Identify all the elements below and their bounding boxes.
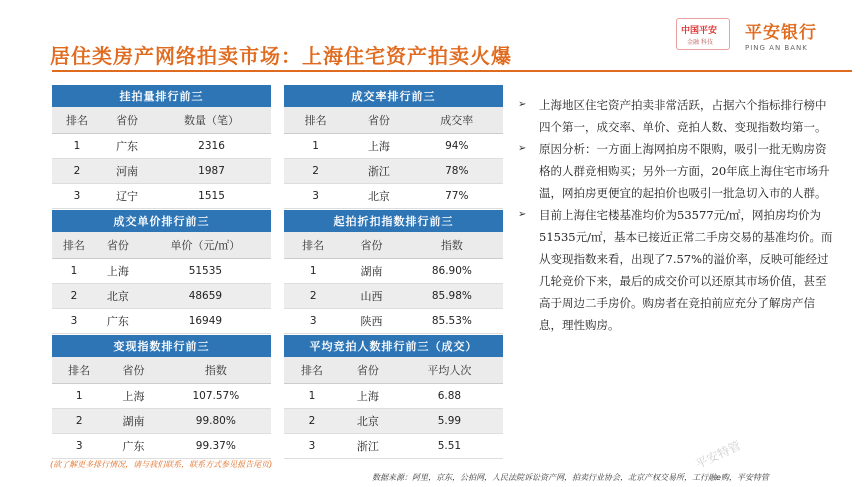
table-cell: 2 (52, 284, 96, 309)
table-cell: 77% (411, 184, 503, 209)
column-header: 排名 (284, 107, 347, 134)
table-cell: 5.99 (396, 409, 503, 434)
table-cell: 2316 (152, 134, 271, 159)
bullet-text: 目前上海住宅楼基准均价为53577元/㎡，网拍房均价为51535元/㎡，基本已接近正常二手房交易的基准均价。而从变现指数来看，出现了7.57%的溢价率，反映可能经过几轮竞价下来，最后的成交价可以还原其市场价值，甚至高于周边二手房价。购房者在竞拍前应充分了解房产信息，理性购房。 (539, 208, 833, 332)
table-cell: 3 (284, 309, 342, 334)
table-row (284, 184, 503, 209)
column-header: 省份 (106, 357, 160, 384)
table-row (52, 134, 271, 159)
table-cell: 48659 (140, 284, 271, 309)
table-row (284, 159, 503, 184)
table-cell: 上海 (347, 134, 410, 159)
bullet-item (514, 204, 834, 336)
table-cell: 河南 (102, 159, 152, 184)
table-cell: 2 (52, 409, 106, 434)
table-cell: 3 (284, 434, 340, 459)
table-caption: 起拍折扣指数排行前三 (284, 210, 503, 232)
table-caption: 成交单价排行前三 (52, 210, 271, 232)
table-cell: 1 (52, 134, 102, 159)
table-cell: 北京 (347, 184, 410, 209)
column-header: 省份 (340, 357, 396, 384)
table-cell: 86.90% (401, 259, 503, 284)
table-cell: 浙江 (347, 159, 410, 184)
table-cell: 北京 (340, 409, 396, 434)
bullet-text: 原因分析：一方面上海网拍房不限购，吸引一批无购房资格的人群竞相购买；另外一方面，20年底上海住宅市场升温，网拍房更便宜的起拍价也吸引一批急切入市的人群。 (539, 142, 830, 200)
table-cell: 广东 (106, 434, 160, 459)
table-cell: 85.53% (401, 309, 503, 334)
bullet-item (514, 138, 834, 204)
table-row (52, 259, 271, 284)
table-cell: 北京 (96, 284, 140, 309)
table-cell: 广东 (102, 134, 152, 159)
analysis-bullets (514, 94, 834, 336)
column-header: 省份 (96, 232, 140, 259)
title-divider (52, 70, 852, 72)
bank-name-cn: 平安银行 (745, 23, 817, 43)
table-row (284, 259, 503, 284)
table-caption: 成交率排行前三 (284, 85, 503, 107)
table-cell: 99.37% (161, 434, 271, 459)
start-discount-table (284, 210, 503, 334)
table-cell: 1 (284, 259, 342, 284)
table-cell: 2 (284, 409, 340, 434)
ping-an-bank-logo (745, 18, 817, 52)
table-cell: 94% (411, 134, 503, 159)
table-row (284, 434, 503, 459)
table-cell: 湖南 (106, 409, 160, 434)
table-row (52, 159, 271, 184)
table-cell: 3 (52, 184, 102, 209)
table-cell: 2 (284, 284, 342, 309)
column-header: 排名 (52, 357, 106, 384)
table-cell: 85.98% (401, 284, 503, 309)
table-row (284, 384, 503, 409)
logo-left-sub: 金融 科技 (687, 39, 713, 46)
table-row (284, 134, 503, 159)
column-header: 单价（元/㎡） (140, 232, 271, 259)
table-cell: 广东 (96, 309, 140, 334)
bullet-text: 上海地区住宅资产拍卖非常活跃，占据六个指标排行榜中四个第一，成交率、单价、竞拍人数、变现指数均第一。 (539, 98, 827, 134)
bank-name-en: PING AN BANK (745, 44, 808, 52)
table-caption: 变现指数排行前三 (52, 335, 271, 357)
table-cell: 1987 (152, 159, 271, 184)
table-cell: 1 (52, 259, 96, 284)
listing-table (52, 85, 271, 209)
page-title: 居住类房产网络拍卖市场：上海住宅资产拍卖火爆 (50, 44, 512, 68)
table-cell: 浙江 (340, 434, 396, 459)
table-row (52, 434, 271, 459)
column-header: 排名 (52, 232, 96, 259)
column-header: 排名 (284, 357, 340, 384)
table-cell: 1 (52, 384, 106, 409)
table-caption: 平均竞拍人数排行前三（成交） (284, 335, 503, 357)
arrow-bullet-icon: ➢ (518, 209, 527, 220)
table-cell: 6.88 (396, 384, 503, 409)
table-row (52, 309, 271, 334)
column-header: 排名 (284, 232, 342, 259)
column-header: 数量（笔） (152, 107, 271, 134)
table-cell: 1 (284, 134, 347, 159)
table-cell: 2 (284, 159, 347, 184)
table-cell: 上海 (106, 384, 160, 409)
table-cell: 51535 (140, 259, 271, 284)
bullet-item (514, 94, 834, 138)
table-cell: 湖南 (342, 259, 400, 284)
bidders-table (284, 335, 503, 459)
table-cell: 107.57% (161, 384, 271, 409)
table-cell: 78% (411, 159, 503, 184)
table-cell: 陕西 (342, 309, 400, 334)
table-row (52, 284, 271, 309)
table-caption: 挂拍量排行前三 (52, 85, 271, 107)
table-row (284, 309, 503, 334)
realization-table (52, 335, 271, 459)
table-cell: 16949 (140, 309, 271, 334)
table-cell: 2 (52, 159, 102, 184)
data-source: 数据来源：阿里，京东，公拍网，人民法院诉讼资产网，拍卖行业协会，北京产权交易所，工行融e购，平安特管 (372, 473, 769, 482)
column-header: 平均人次 (396, 357, 503, 384)
table-cell: 1 (284, 384, 340, 409)
table-cell: 上海 (96, 259, 140, 284)
table-cell: 3 (52, 309, 96, 334)
column-header: 省份 (102, 107, 152, 134)
column-header: 指数 (161, 357, 271, 384)
arrow-bullet-icon: ➢ (518, 99, 527, 110)
table-row (284, 284, 503, 309)
table-row (52, 184, 271, 209)
column-header: 排名 (52, 107, 102, 134)
unit-price-table (52, 210, 271, 334)
table-cell: 上海 (340, 384, 396, 409)
column-header: 成交率 (411, 107, 503, 134)
column-header: 省份 (347, 107, 410, 134)
table-row (52, 384, 271, 409)
table-cell: 99.80% (161, 409, 271, 434)
table-row (52, 409, 271, 434)
table-row (284, 409, 503, 434)
table-cell: 辽宁 (102, 184, 152, 209)
ping-an-group-logo (676, 18, 730, 50)
table-cell: 山西 (342, 284, 400, 309)
table-cell: 5.51 (396, 434, 503, 459)
deal-rate-table (284, 85, 503, 209)
arrow-bullet-icon: ➢ (518, 143, 527, 154)
column-header: 省份 (342, 232, 400, 259)
contact-note: (欲了解更多排行情况，请与我们联系，联系方式参见报告尾页) (50, 460, 273, 469)
table-cell: 3 (52, 434, 106, 459)
watermark: 平安特管 (693, 438, 743, 472)
logo-left-text: 中国平安 (681, 26, 718, 36)
table-cell: 1515 (152, 184, 271, 209)
table-cell: 3 (284, 184, 347, 209)
column-header: 指数 (401, 232, 503, 259)
